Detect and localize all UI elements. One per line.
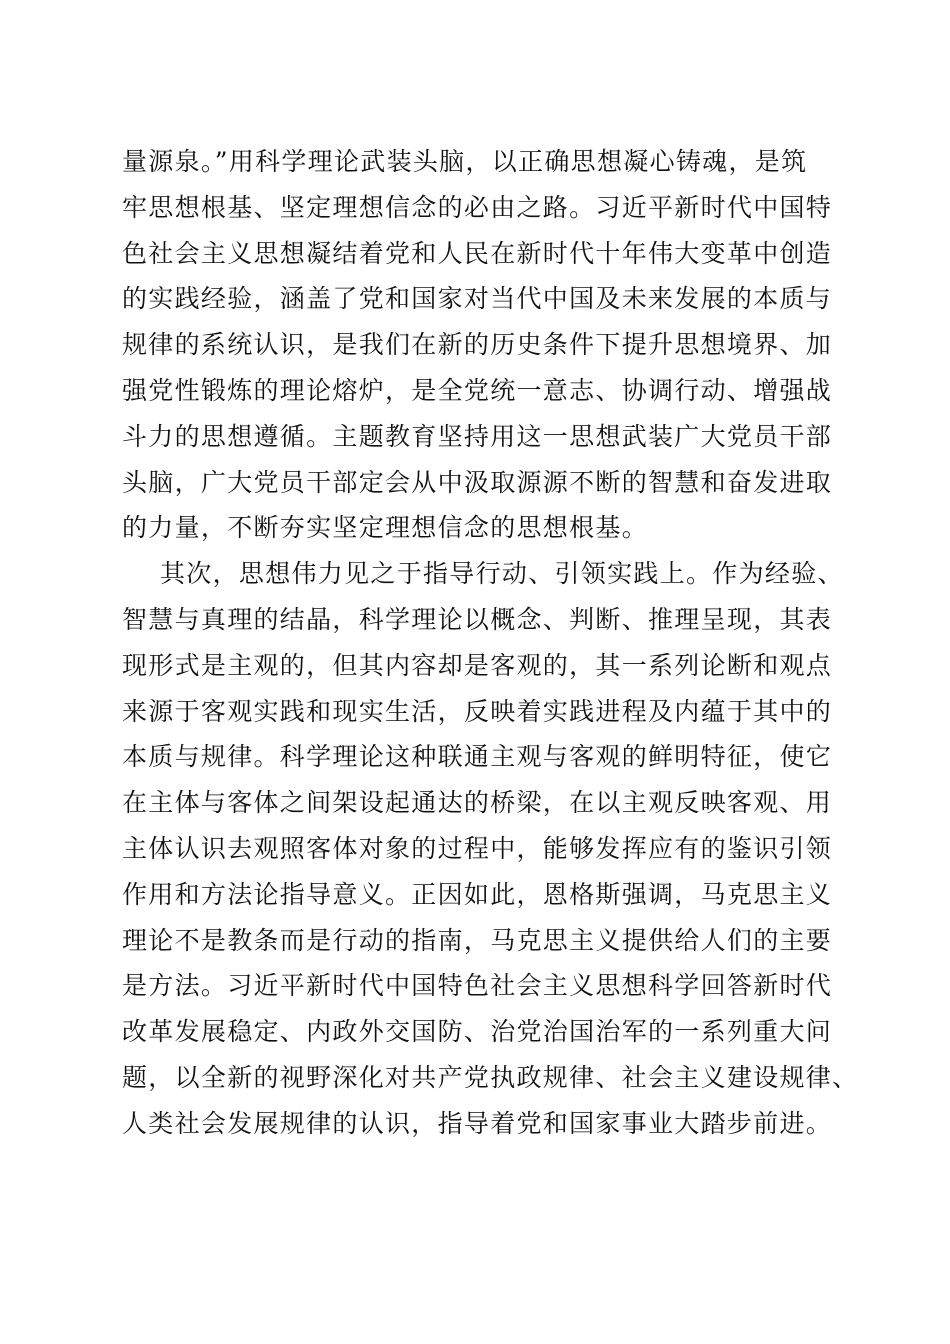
paragraph-line: 主体认识去观照客体对象的过程中，能够发挥应有的鉴识引领 [122,833,833,863]
document-body [122,139,859,1147]
paragraph-line: 斗力的思想遵循。主题教育坚持用这一思想武装广大党员干部 [122,421,833,451]
paragraph-line: 现形式是主观的，但其内容却是客观的，其一系列论断和观点 [122,650,833,680]
paragraph-line: 其次，思想伟力见之于指导行动、引领实践上。作为经验、 [160,559,844,589]
paragraph-line: 量源泉。”用科学理论武装头脑，以正确思想凝心铸魂，是筑 [122,147,808,176]
paragraph-line: 色社会主义思想凝结着党和人民在新时代十年伟大变革中创造 [122,238,833,268]
paragraph-1 [122,139,842,551]
paragraph-line: 人类社会发展规律的认识，指导着党和国家事业大踏步前进。 [122,1108,833,1138]
paragraph-line: 理论不是教条而是行动的指南，马克思主义提供给人们的主要 [122,925,833,955]
paragraph-line: 来源于客观实践和现实生活，反映着实践进程及内蕴于其中的 [122,696,833,726]
paragraph-line: 的实践经验，涵盖了党和国家对当代中国及未来发展的本质与 [122,284,833,314]
paragraph-line: 题，以全新的视野深化对共产党执政规律、社会主义建设规律、 [122,1062,859,1092]
paragraph-line: 改革发展稳定、内政外交国防、治党治国治军的一系列重大问 [122,1017,833,1047]
paragraph-line: 头脑，广大党员干部定会从中汲取源源不断的智慧和奋发进取 [122,467,833,497]
paragraph-line: 强党性锻炼的理论熔炉，是全党统一意志、协调行动、增强战 [122,375,833,405]
paragraph-line: 规律的系统认识，是我们在新的历史条件下提升思想境界、加 [122,330,833,360]
paragraph-line: 作用和方法论指导意义。正因如此，恩格斯强调，马克思主义 [122,879,833,909]
paragraph-line: 是方法。习近平新时代中国特色社会主义思想科学回答新时代 [122,971,833,1001]
paragraph-2 [122,551,859,1146]
paragraph-line: 智慧与真理的结晶，科学理论以概念、判断、推理呈现，其表 [122,604,833,634]
paragraph-line: 本质与规律。科学理论这种联通主观与客观的鲜明特征，使它 [122,742,833,772]
paragraph-line: 牢思想根基、坚定理想信念的必由之路。习近平新时代中国特 [122,192,833,222]
paragraph-line: 在主体与客体之间架设起通达的桥梁，在以主观反映客观、用 [122,788,833,818]
paragraph-line: 的力量，不断夯实坚定理想信念的思想根基。 [122,513,649,543]
